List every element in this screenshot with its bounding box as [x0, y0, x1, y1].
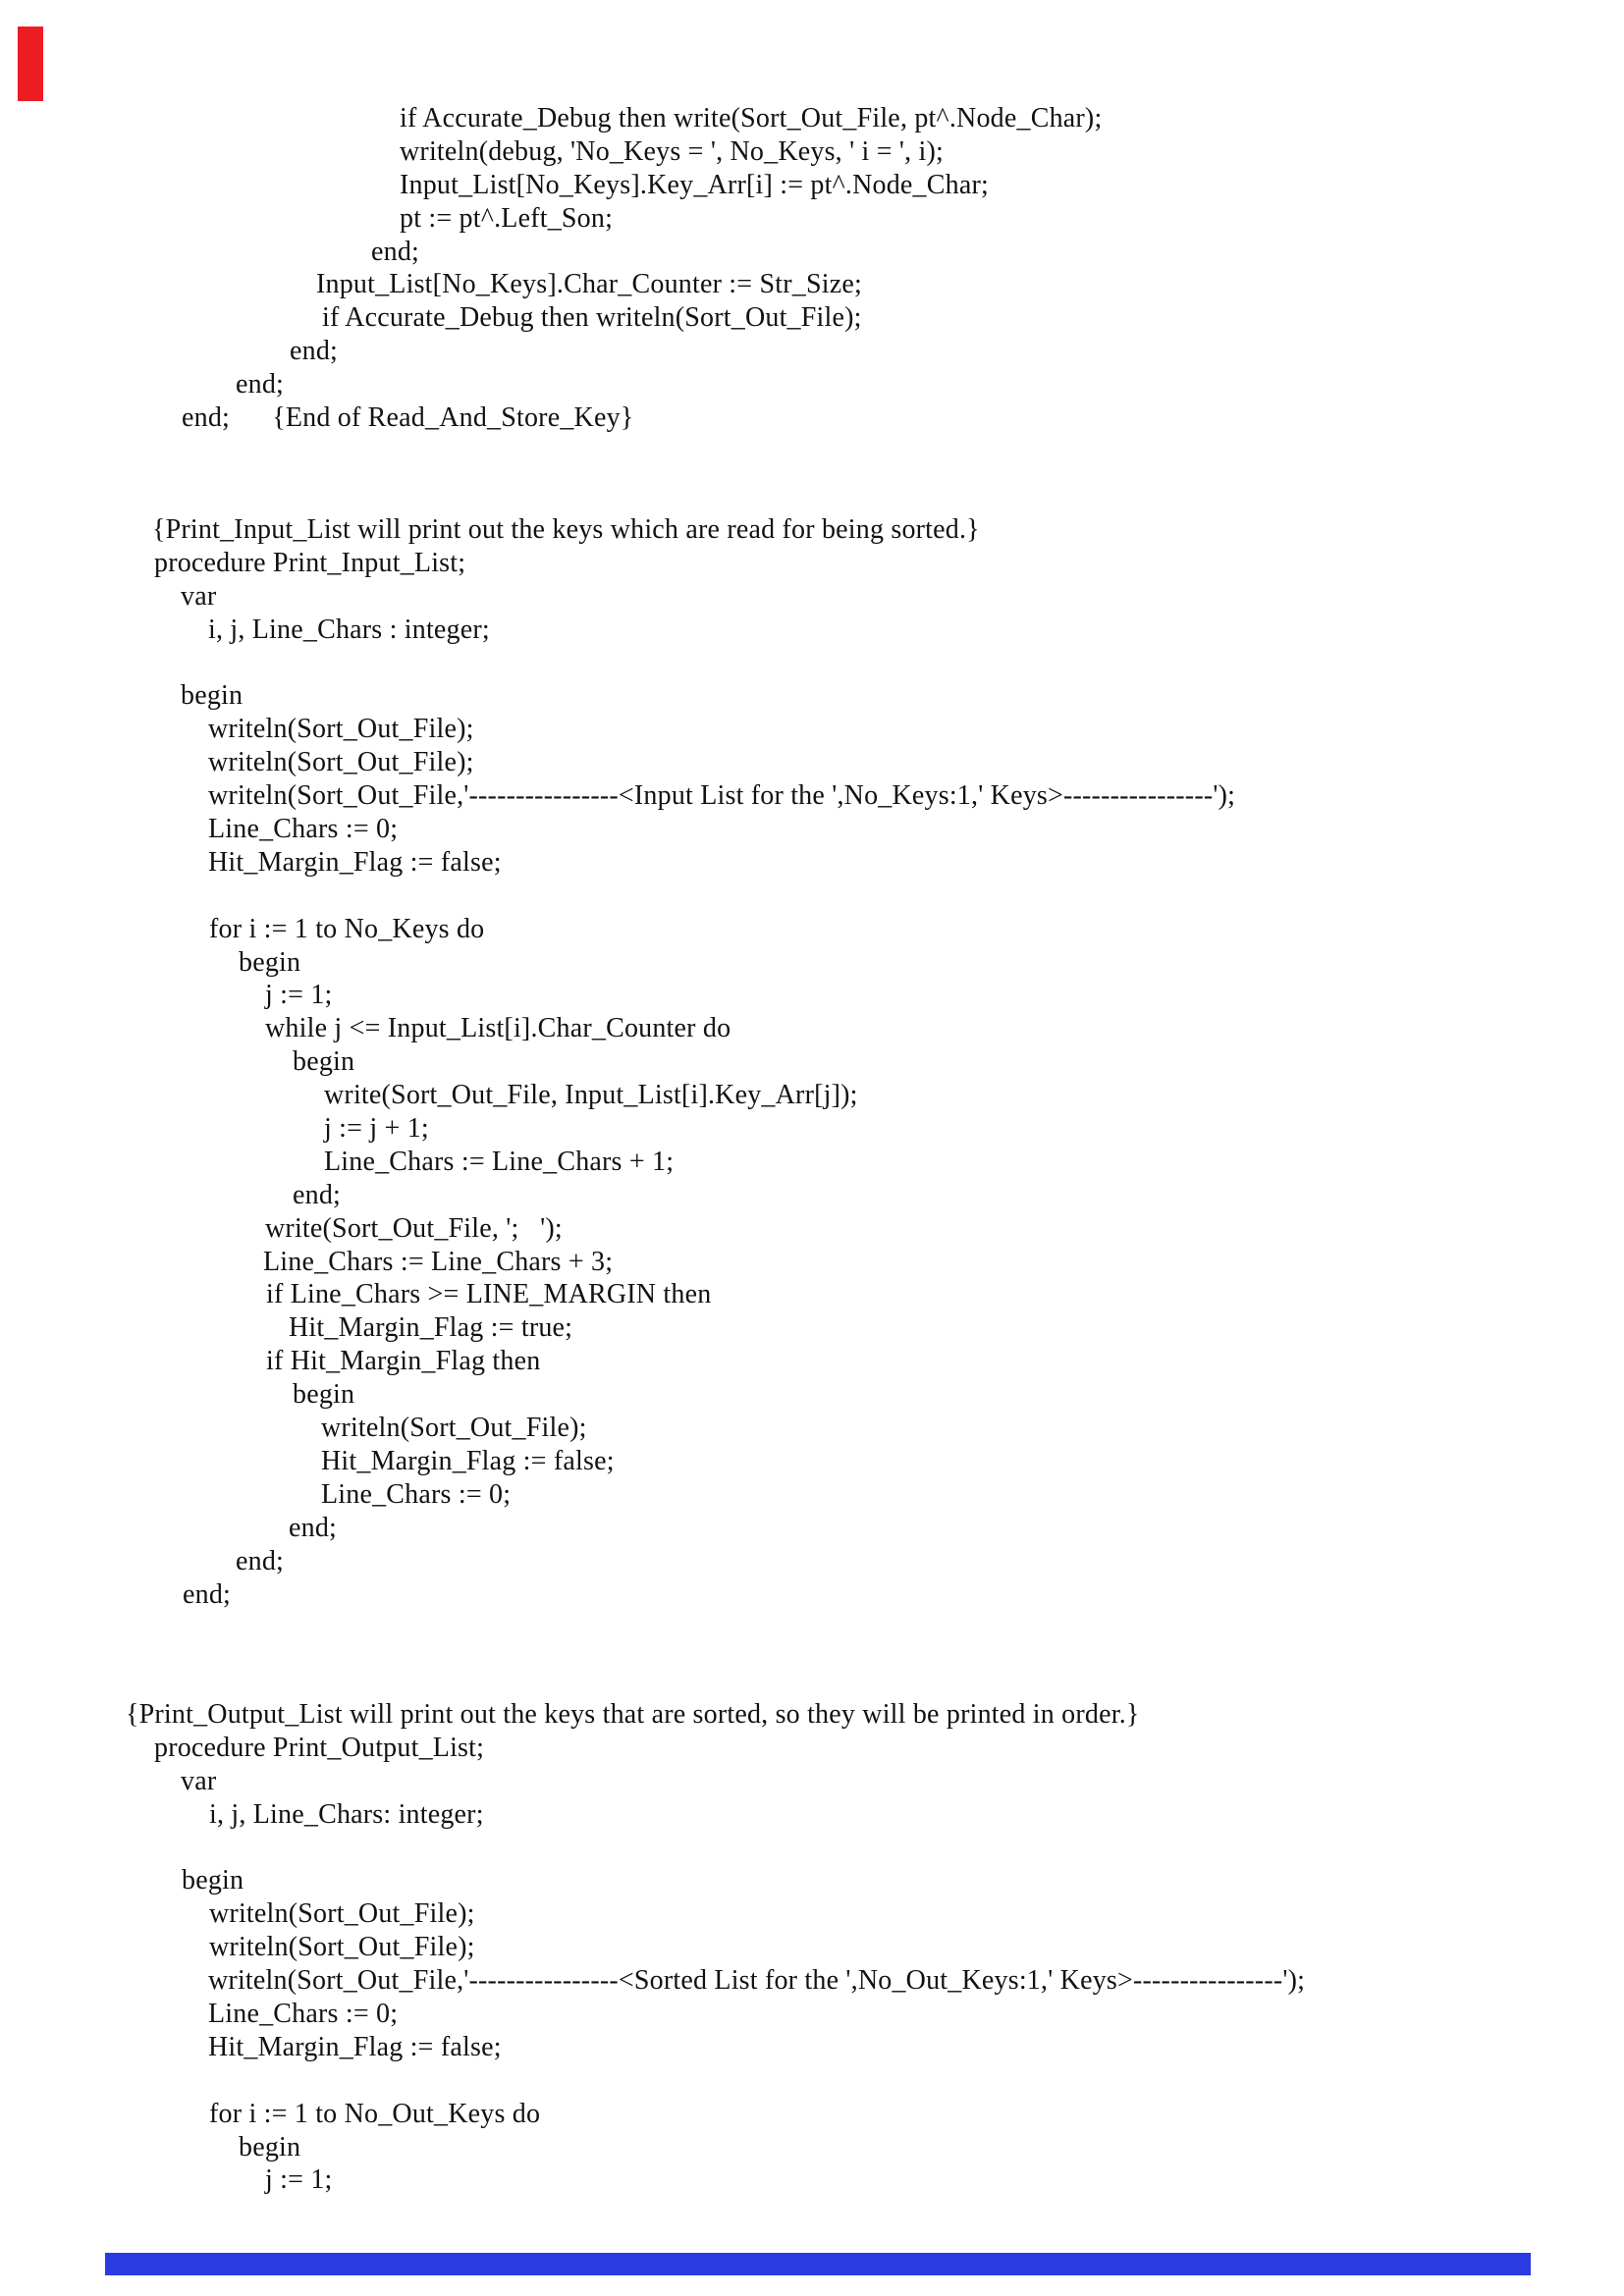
- code-line: j := 1;: [265, 980, 333, 1011]
- code-line: i, j, Line_Chars : integer;: [208, 614, 490, 645]
- code-line: Input_List[No_Keys].Char_Counter := Str_Size;: [316, 269, 862, 300]
- code-line: Hit_Margin_Flag := false;: [321, 1445, 615, 1476]
- code-line: begin: [293, 1046, 355, 1078]
- code-line: end;: [236, 369, 285, 400]
- code-line: if Line_Chars >= LINE_MARGIN then: [266, 1279, 712, 1310]
- code-line: pt := pt^.Left_Son;: [400, 202, 614, 234]
- code-line: {Print_Input_List will print out the keys which are read for being sorted.}: [152, 514, 980, 545]
- print-output-list-procedure: [0, 1698, 1624, 2197]
- code-line: Hit_Margin_Flag := false;: [208, 2031, 502, 2062]
- code-line: begin: [239, 946, 301, 978]
- code-line: procedure Print_Input_List;: [154, 547, 466, 578]
- code-line: writeln(Sort_Out_File,'----------------<Sorted List for the ',No_Out_Keys:1,' Keys>----------------');: [208, 1965, 1306, 1997]
- code-line: for i := 1 to No_Out_Keys do: [209, 2098, 541, 2129]
- code-line: end;: [293, 1179, 342, 1210]
- code-line: if Hit_Margin_Flag then: [266, 1346, 541, 1377]
- code-line: Line_Chars := Line_Chars + 3;: [263, 1246, 614, 1277]
- code-line: Line_Chars := 0;: [208, 814, 399, 845]
- code-line: procedure Print_Output_List;: [154, 1732, 485, 1763]
- code-line: {Print_Output_List will print out the keys that are sorted, so they will be printed in order.}: [126, 1699, 1140, 1730]
- blank-line: [0, 1832, 1624, 1865]
- code-line: writeln(Sort_Out_File);: [208, 747, 474, 778]
- code-line: end;: [371, 236, 420, 267]
- code-line: end;: [236, 1545, 285, 1576]
- blue-scan-artifact: [105, 2253, 1531, 2275]
- code-line: for i := 1 to No_Keys do: [209, 913, 485, 944]
- code-line: if Accurate_Debug then write(Sort_Out_File, pt^.Node_Char);: [400, 103, 1103, 133]
- code-line: end;: [183, 1578, 232, 1610]
- code-line: writeln(Sort_Out_File);: [209, 1898, 475, 1930]
- blank-line: [0, 2064, 1624, 2098]
- code-line: begin: [181, 680, 244, 712]
- red-scan-artifact: [18, 27, 43, 101]
- read-and-store-key-tail: [0, 102, 1624, 435]
- code-line: writeln(Sort_Out_File);: [321, 1413, 587, 1444]
- code-line: writeln(Sort_Out_File,'----------------<Input List for the ',No_Keys:1,' Keys>----------------');: [208, 780, 1236, 812]
- code-line: writeln(Sort_Out_File);: [209, 1932, 475, 1963]
- code-line: writeln(debug, 'No_Keys = ', No_Keys, ' i = ', i);: [400, 135, 945, 167]
- code-line: begin: [293, 1379, 355, 1411]
- code-line: end;: [290, 336, 339, 367]
- code-line: Line_Chars := 0;: [208, 1999, 399, 2030]
- blank-line: [0, 647, 1624, 680]
- code-line: j := 1;: [265, 2164, 333, 2196]
- code-line: var: [181, 580, 217, 612]
- code-line: begin: [182, 1865, 244, 1896]
- code-line: write(Sort_Out_File, '; ');: [265, 1212, 563, 1244]
- code-line: Line_Chars := Line_Chars + 1;: [324, 1146, 675, 1177]
- code-line: if Accurate_Debug then writeln(Sort_Out_File);: [322, 302, 862, 334]
- code-line: begin: [239, 2131, 301, 2163]
- code-line: Hit_Margin_Flag := true;: [289, 1312, 573, 1344]
- blank-line: [0, 880, 1624, 913]
- code-line: write(Sort_Out_File, Input_List[i].Key_Arr[j]);: [324, 1080, 858, 1111]
- code-line: while j <= Input_List[i].Char_Counter do: [265, 1013, 731, 1044]
- code-line: Line_Chars := 0;: [321, 1478, 512, 1510]
- code-line: end;: [289, 1512, 338, 1543]
- code-line: end; {End of Read_And_Store_Key}: [182, 402, 634, 434]
- code-line: Input_List[No_Keys].Key_Arr[i] := pt^.Node_Char;: [400, 169, 989, 200]
- code-line: Hit_Margin_Flag := false;: [208, 846, 502, 878]
- code-line: j := j + 1;: [324, 1113, 429, 1145]
- code-line: var: [181, 1765, 217, 1796]
- print-input-list-procedure: [0, 513, 1624, 1611]
- code-line: i, j, Line_Chars: integer;: [209, 1798, 484, 1830]
- code-line: writeln(Sort_Out_File);: [208, 714, 474, 745]
